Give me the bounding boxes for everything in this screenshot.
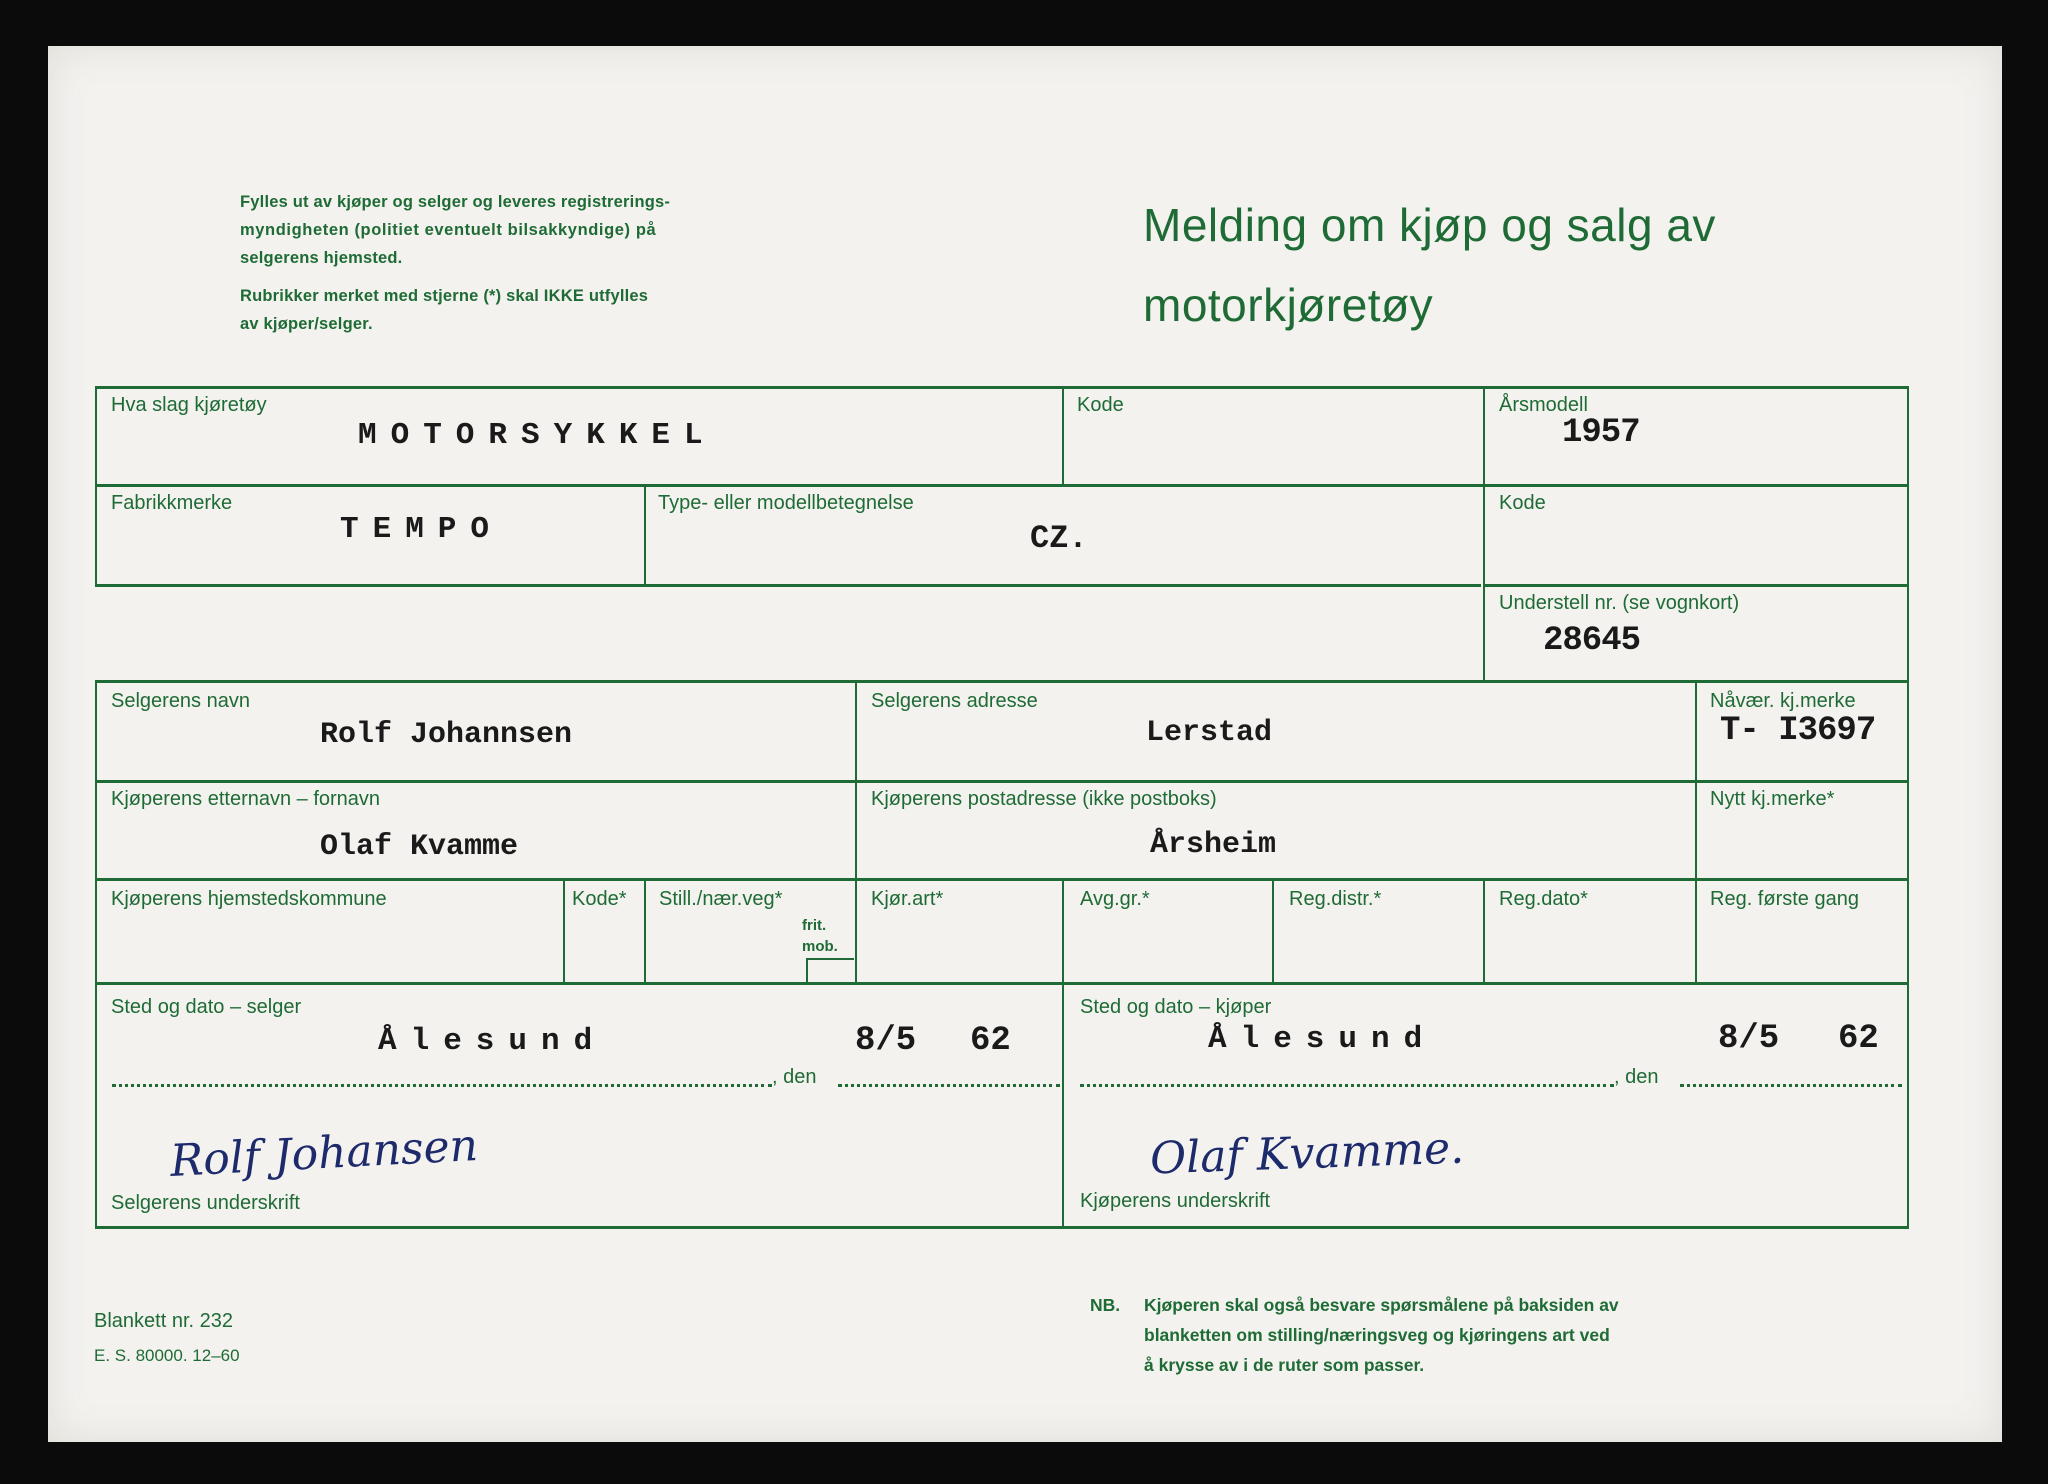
rule xyxy=(644,878,646,982)
kjor-art-label: Kjør.art* xyxy=(871,888,944,910)
rule xyxy=(95,878,1909,881)
reg-first-label: Reg. første gang xyxy=(1710,888,1859,910)
model-value: CZ. xyxy=(1030,520,1088,557)
kode-star-label: Kode* xyxy=(572,888,627,910)
title-line-2: motorkjøretøy xyxy=(1143,279,1434,331)
make-value: TEMPO xyxy=(340,512,504,547)
new-plate-label: Nytt kj.merke* xyxy=(1710,788,1835,810)
rule xyxy=(95,982,1909,985)
rule xyxy=(95,680,1909,683)
rule xyxy=(95,386,1909,389)
kode-label: Kode xyxy=(1077,394,1124,416)
make-label: Fabrikkmerke xyxy=(111,492,233,514)
rule xyxy=(1272,878,1274,982)
rule xyxy=(95,386,97,586)
seller-address-label: Selgerens adresse xyxy=(871,690,1038,712)
rule xyxy=(644,484,646,584)
rule xyxy=(1907,386,1909,680)
rule xyxy=(855,680,857,880)
form-title xyxy=(1143,192,1716,338)
instruction-line: selgerens hjemsted. xyxy=(240,249,403,267)
vehicle-type-label: Hva slag kjøretøy xyxy=(111,394,267,416)
rule xyxy=(95,584,1481,587)
buyer-place-value: Ålesund xyxy=(1208,1022,1437,1057)
rule xyxy=(855,878,857,982)
rule xyxy=(563,878,565,982)
buyer-signature-label: Kjøperens underskrift xyxy=(1080,1190,1271,1212)
instruction-line: Rubrikker merket med stjerne (*) skal IKKE utfylles xyxy=(240,287,649,305)
seller-signature: Rolf Johansen xyxy=(168,1119,480,1188)
print-code: E. S. 80000. 12–60 xyxy=(94,1346,240,1365)
seller-den-label: , den xyxy=(772,1066,817,1088)
frit-label: frit. xyxy=(802,917,827,934)
avg-gr-label: Avg.gr.* xyxy=(1080,888,1150,910)
title-line-1: Melding om kjøp og salg av xyxy=(1143,199,1716,251)
year-model-label: Årsmodell xyxy=(1499,394,1588,416)
seller-year-value: 62 xyxy=(970,1022,1011,1060)
buyer-place-dots xyxy=(1080,1084,1614,1087)
buyer-date-value: 8/5 xyxy=(1718,1020,1780,1058)
rule xyxy=(1483,878,1485,982)
municipality-label: Kjøperens hjemstedskommune xyxy=(111,888,387,910)
nb-line: å krysse av i de ruter som passer. xyxy=(1144,1355,1425,1375)
buyer-place-label: Sted og dato – kjøper xyxy=(1080,996,1272,1018)
chassis-value: 28645 xyxy=(1543,622,1641,660)
instruction-line: av kjøper/selger. xyxy=(240,315,373,333)
buyer-address-value: Årsheim xyxy=(1150,828,1277,862)
model-label: Type- eller modellbetegnelse xyxy=(658,492,914,514)
buyer-name-label: Kjøperens etternavn – fornavn xyxy=(111,788,381,810)
instructions xyxy=(240,188,820,338)
reg-distr-label: Reg.distr.* xyxy=(1289,888,1382,910)
kode2-label: Kode xyxy=(1499,492,1546,514)
rule xyxy=(1483,584,1909,587)
instruction-line: myndigheten (politiet eventuelt bilsakkyndige) på xyxy=(240,221,657,239)
buyer-signature: Olaf Kvamme. xyxy=(1149,1122,1465,1185)
seller-date-value: 8/5 xyxy=(855,1022,917,1060)
nb-note xyxy=(1144,1290,1784,1380)
rule xyxy=(806,958,808,982)
buyer-name-value: Olaf Kvamme xyxy=(320,830,519,864)
rule xyxy=(1483,386,1485,680)
occupation-label: Still./nær.veg* xyxy=(659,888,783,910)
rule xyxy=(1062,386,1064,484)
rule xyxy=(95,680,97,1228)
year-model-value: 1957 xyxy=(1562,414,1640,452)
seller-place-value: Ålesund xyxy=(378,1024,607,1059)
form-number: Blankett nr. 232 xyxy=(94,1310,233,1332)
seller-date-dots xyxy=(838,1084,1060,1087)
current-plate-value: T- I3697 xyxy=(1720,712,1876,750)
vehicle-type-value: MOTORSYKKEL xyxy=(358,418,717,453)
rule xyxy=(1907,680,1909,1228)
nb-label: NB. xyxy=(1090,1295,1121,1315)
reg-dato-label: Reg.dato* xyxy=(1499,888,1588,910)
seller-place-label: Sted og dato – selger xyxy=(111,996,302,1018)
instruction-line: Fylles ut av kjøper og selger og leveres registrerings- xyxy=(240,193,671,211)
mob-label: mob. xyxy=(802,938,838,955)
rule xyxy=(95,1226,1909,1229)
seller-name-value: Rolf Johannsen xyxy=(320,718,573,752)
rule xyxy=(1695,680,1697,984)
rule xyxy=(1062,878,1064,1228)
nb-line: Kjøperen skal også besvare spørsmålene på baksiden av xyxy=(1144,1295,1619,1315)
rule xyxy=(95,780,1909,783)
seller-address-value: Lerstad xyxy=(1146,716,1273,750)
seller-name-label: Selgerens navn xyxy=(111,690,250,712)
frit-mob-box-line xyxy=(806,958,854,960)
nb-line: blanketten om stilling/næringsveg og kjøringens art ved xyxy=(1144,1325,1610,1345)
seller-signature-label: Selgerens underskrift xyxy=(111,1192,300,1214)
buyer-year-value: 62 xyxy=(1838,1020,1879,1058)
seller-place-dots xyxy=(112,1084,772,1087)
buyer-address-label: Kjøperens postadresse (ikke postboks) xyxy=(871,788,1217,810)
rule xyxy=(95,484,1909,487)
buyer-date-dots xyxy=(1680,1084,1902,1087)
current-plate-label: Nåvær. kj.merke xyxy=(1710,690,1856,712)
buyer-den-label: , den xyxy=(1614,1066,1659,1088)
chassis-label: Understell nr. (se vognkort) xyxy=(1499,592,1740,614)
